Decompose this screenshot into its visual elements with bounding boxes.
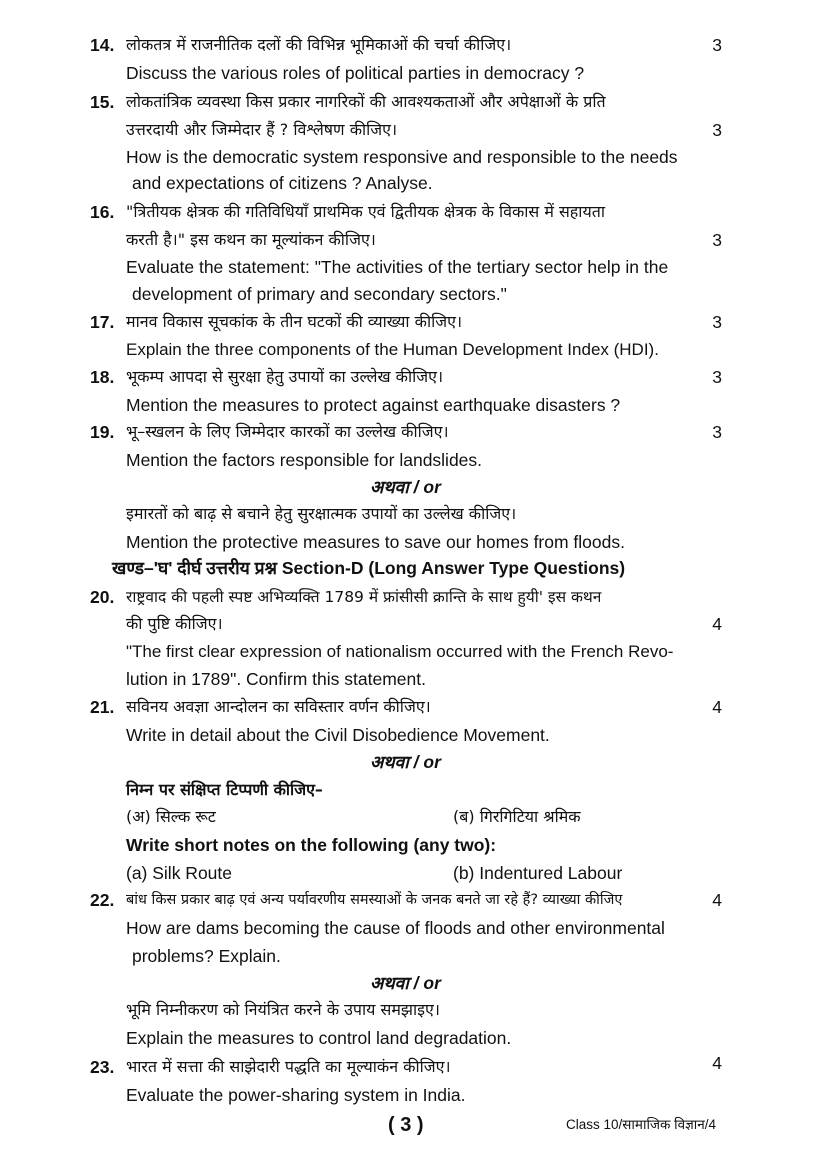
- question-number: 14.: [90, 35, 115, 55]
- alternative-hindi: भूमि निम्नीकरण को नियंत्रित करने के उपाय समझाइए।: [126, 1000, 440, 1019]
- question-hindi: उत्तरदायी और जिम्मेदार हैं ? विश्लेषण कीजिए।: [126, 120, 398, 139]
- option-a-english: (a) Silk Route: [126, 863, 233, 883]
- question-number: 17.: [90, 312, 115, 332]
- question-hindi: की पुष्टि कीजिए।: [126, 614, 223, 633]
- option-b-hindi: (ब) गिरगिटिया श्रमिक: [453, 807, 581, 826]
- question-english: development of primary and secondary sectors.": [132, 284, 507, 304]
- question-english: "The first clear expression of nationalism occurred with the French Revo-: [126, 642, 674, 661]
- question-english: How are dams becoming the cause of floods and other environmental: [126, 918, 665, 938]
- question-english: problems? Explain.: [132, 946, 281, 966]
- question-hindi: भूकम्प आपदा से सुरक्षा हेतु उपायों का उल्लेख कीजिए।: [126, 367, 444, 386]
- alternative-hindi: इमारतों को बाढ़ से बचाने हेतु सुरक्षात्मक उपायों का उल्लेख कीजिए।: [126, 504, 517, 523]
- alternative-english: Write short notes on the following (any two):: [126, 835, 497, 855]
- marks: 4: [712, 890, 722, 910]
- paper-code: Class 10/सामाजिक विज्ञान/4: [566, 1117, 717, 1132]
- question-english: Write in detail about the Civil Disobedience Movement.: [126, 725, 550, 745]
- question-hindi: मानव विकास सूचकांक के तीन घटकों की व्याख्या कीजिए।: [126, 312, 463, 331]
- question-english: Evaluate the statement: "The activities of the tertiary sector help in the: [126, 257, 669, 277]
- question-hindi: भारत में सत्ता की साझेदारी पद्धति का मूल्याकंन कीजिए।: [126, 1057, 451, 1076]
- marks: 4: [712, 614, 722, 634]
- question-english: How is the democratic system responsive and responsible to the needs: [126, 147, 678, 167]
- question-hindi: "त्रितीयक क्षेत्रक की गतिविधियाँ प्राथमिक एवं द्वितीयक क्षेत्रक के विकास में सहायता: [126, 202, 605, 221]
- question-number: 23.: [90, 1057, 115, 1077]
- question-english: Discuss the various roles of political parties in democracy ?: [126, 63, 585, 83]
- question-number: 21.: [90, 697, 115, 717]
- option-b-english: (b) Indentured Labour: [453, 863, 623, 883]
- page-number: ( 3 ): [388, 1114, 424, 1136]
- marks: 3: [712, 422, 722, 442]
- alternative-hindi: निम्न पर संक्षिप्त टिप्पणी कीजिए–: [126, 780, 323, 799]
- question-english: Evaluate the power-sharing system in India.: [126, 1085, 466, 1105]
- question-hindi: लोकतत्र में राजनीतिक दलों की विभिन्न भूमिकाओं की चर्चा कीजिए।: [126, 35, 512, 54]
- marks: 3: [712, 230, 722, 250]
- alternative-english: Mention the protective measures to save our homes from floods.: [126, 532, 625, 552]
- marks: 3: [712, 35, 722, 55]
- question-number: 16.: [90, 202, 115, 222]
- or-separator: अथवा / or: [370, 752, 441, 772]
- question-number: 15.: [90, 92, 115, 112]
- or-separator: अथवा / or: [370, 973, 441, 993]
- question-hindi: सविनय अवज्ञा आन्दोलन का सविस्तार वर्णन कीजिए।: [126, 697, 431, 716]
- question-number: 19.: [90, 422, 115, 442]
- marks: 3: [712, 367, 722, 387]
- question-number: 18.: [90, 367, 115, 387]
- question-english: Explain the three components of the Human Development Index (HDI).: [126, 340, 659, 359]
- marks: 4: [712, 1053, 722, 1073]
- alternative-english: Explain the measures to control land degradation.: [126, 1028, 512, 1048]
- question-english: and expectations of citizens ? Analyse.: [132, 173, 433, 193]
- marks: 3: [712, 312, 722, 332]
- question-hindi: लोकतांत्रिक व्यवस्था किस प्रकार नागरिकों की आवश्यकताओं और अपेक्षाओं के प्रति: [126, 92, 606, 111]
- question-english: Mention the factors responsible for landslides.: [126, 450, 483, 470]
- marks: 3: [712, 120, 722, 140]
- question-hindi: करती है।" इस कथन का मूल्यांकन कीजिए।: [126, 230, 376, 249]
- option-a-hindi: (अ) सिल्क रूट: [126, 807, 216, 826]
- question-english: lution in 1789". Confirm this statement.: [126, 669, 426, 689]
- marks: 4: [712, 697, 722, 717]
- question-hindi: भू–स्खलन के लिए जिम्मेदार कारकों का उल्लेख कीजिए।: [126, 422, 449, 441]
- section-heading: खण्ड–'घ' दीर्घ उत्तरीय प्रश्न Section-D (Long Answer Type Questions): [112, 558, 626, 578]
- question-number: 20.: [90, 587, 115, 607]
- or-separator: अथवा / or: [370, 477, 441, 497]
- question-hindi: बांध किस प्रकार बाढ़ एवं अन्य पर्यावरणीय समस्याओं के जनक बनते जा रहे हैं? व्याख्या कीजिए: [126, 892, 623, 908]
- question-hindi: राष्ट्रवाद की पहली स्पष्ट अभिव्यक्ति 1789 में फ्रांसीसी क्रान्ति के साथ हुयी' इस कथन: [126, 588, 602, 606]
- question-number: 22.: [90, 890, 115, 910]
- question-english: Mention the measures to protect against earthquake disasters ?: [126, 395, 621, 415]
